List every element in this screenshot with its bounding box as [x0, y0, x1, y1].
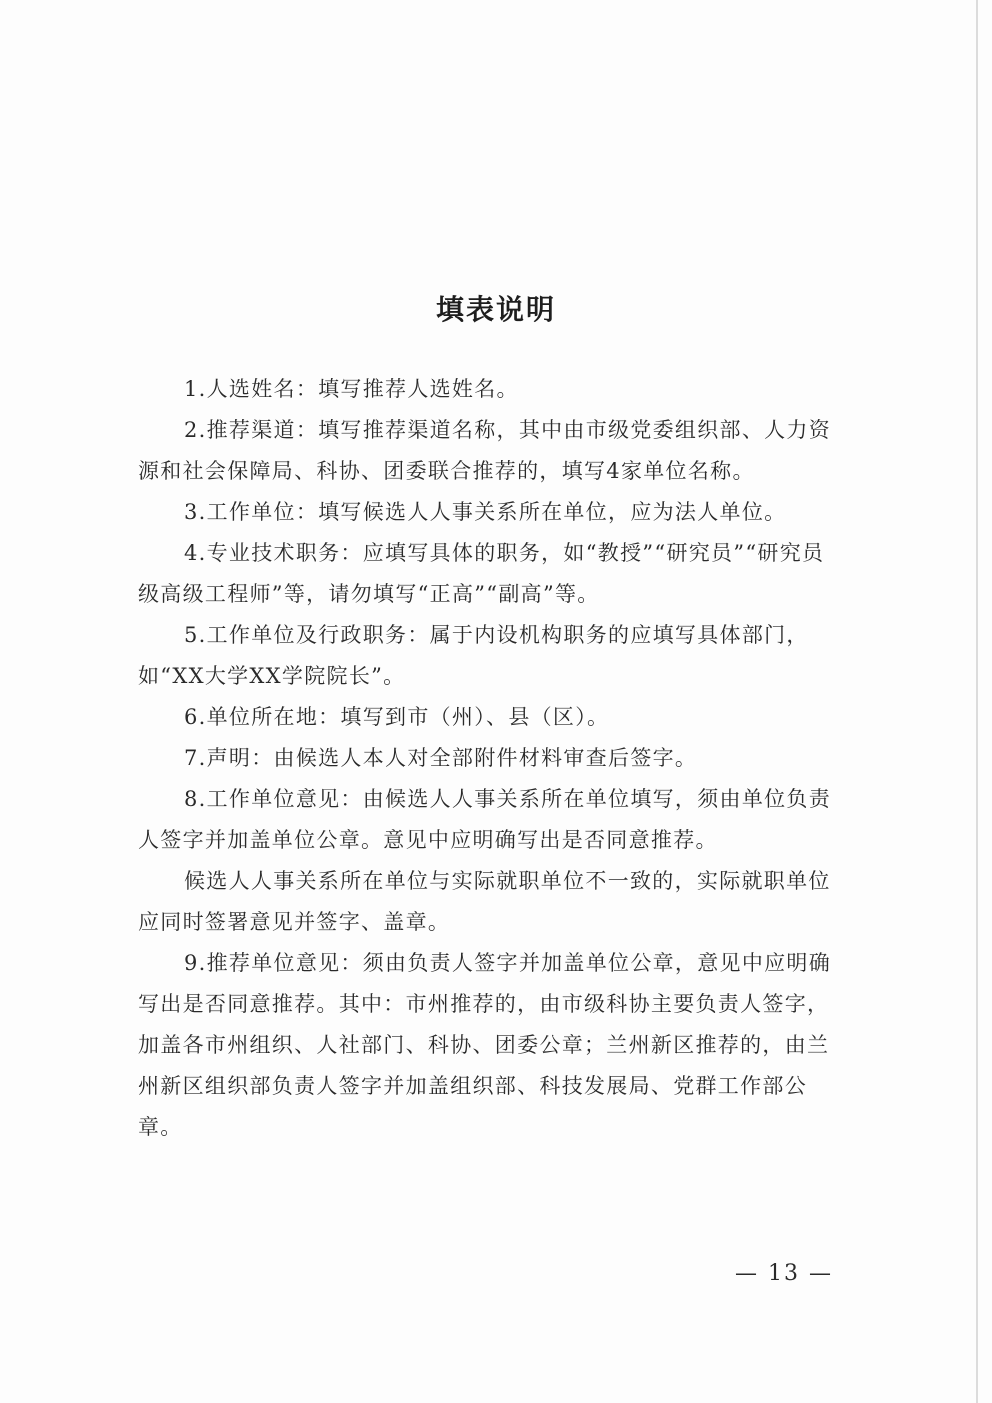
- document-title: 填表说明: [435, 293, 556, 326]
- instructions-body: [138, 369, 834, 1148]
- instruction-item-2: 2.推荐渠道：填写推荐渠道名称，其中由市级党委组织部、人力资源和社会保障局、科协、团委联合推荐的，填写4家单位名称。: [138, 418, 832, 483]
- instruction-item-8: 8.工作单位意见：由候选人人事关系所在单位填写，须由单位负责人签字并加盖单位公章。意见中应明确写出是否同意推荐。: [138, 787, 832, 852]
- scan-edge-line: [976, 0, 978, 1403]
- instruction-item-6: 6.单位所在地：填写到市（州）、县（区）。: [184, 705, 610, 729]
- instruction-item-8-note: 候选人人事关系所在单位与实际就职单位不一致的，实际就职单位应同时签署意见并签字、盖章。: [138, 869, 831, 934]
- instruction-item-1: 1.人选姓名：填写推荐人选姓名。: [184, 377, 519, 401]
- instruction-item-5: 5.工作单位及行政职务：属于内设机构职务的应填写具体部门，如“XX大学XX学院院长”。: [138, 623, 809, 688]
- instruction-item-9: 9.推荐单位意见：须由负责人签字并加盖单位公章，意见中应明确写出是否同意推荐。其中：市州推荐的，由市级科协主要负责人签字，加盖各市州组织、人社部门、科协、团委公章；兰州新区推荐的，由兰州新区组织部负责人签字并加盖组织部、科技发展局、党群工作部公章。: [138, 951, 832, 1139]
- instruction-item-3: 3.工作单位：填写候选人人事关系所在单位，应为法人单位。: [184, 500, 787, 524]
- page-number: — 13 —: [735, 1261, 833, 1286]
- instruction-item-7: 7.声明：由候选人本人对全部附件材料审查后签字。: [184, 746, 698, 770]
- instruction-item-4: 4.专业技术职务：应填写具体的职务，如“教授”“研究员”“研究员级高级工程师”等，请勿填写“正高”“副高”等。: [138, 541, 825, 606]
